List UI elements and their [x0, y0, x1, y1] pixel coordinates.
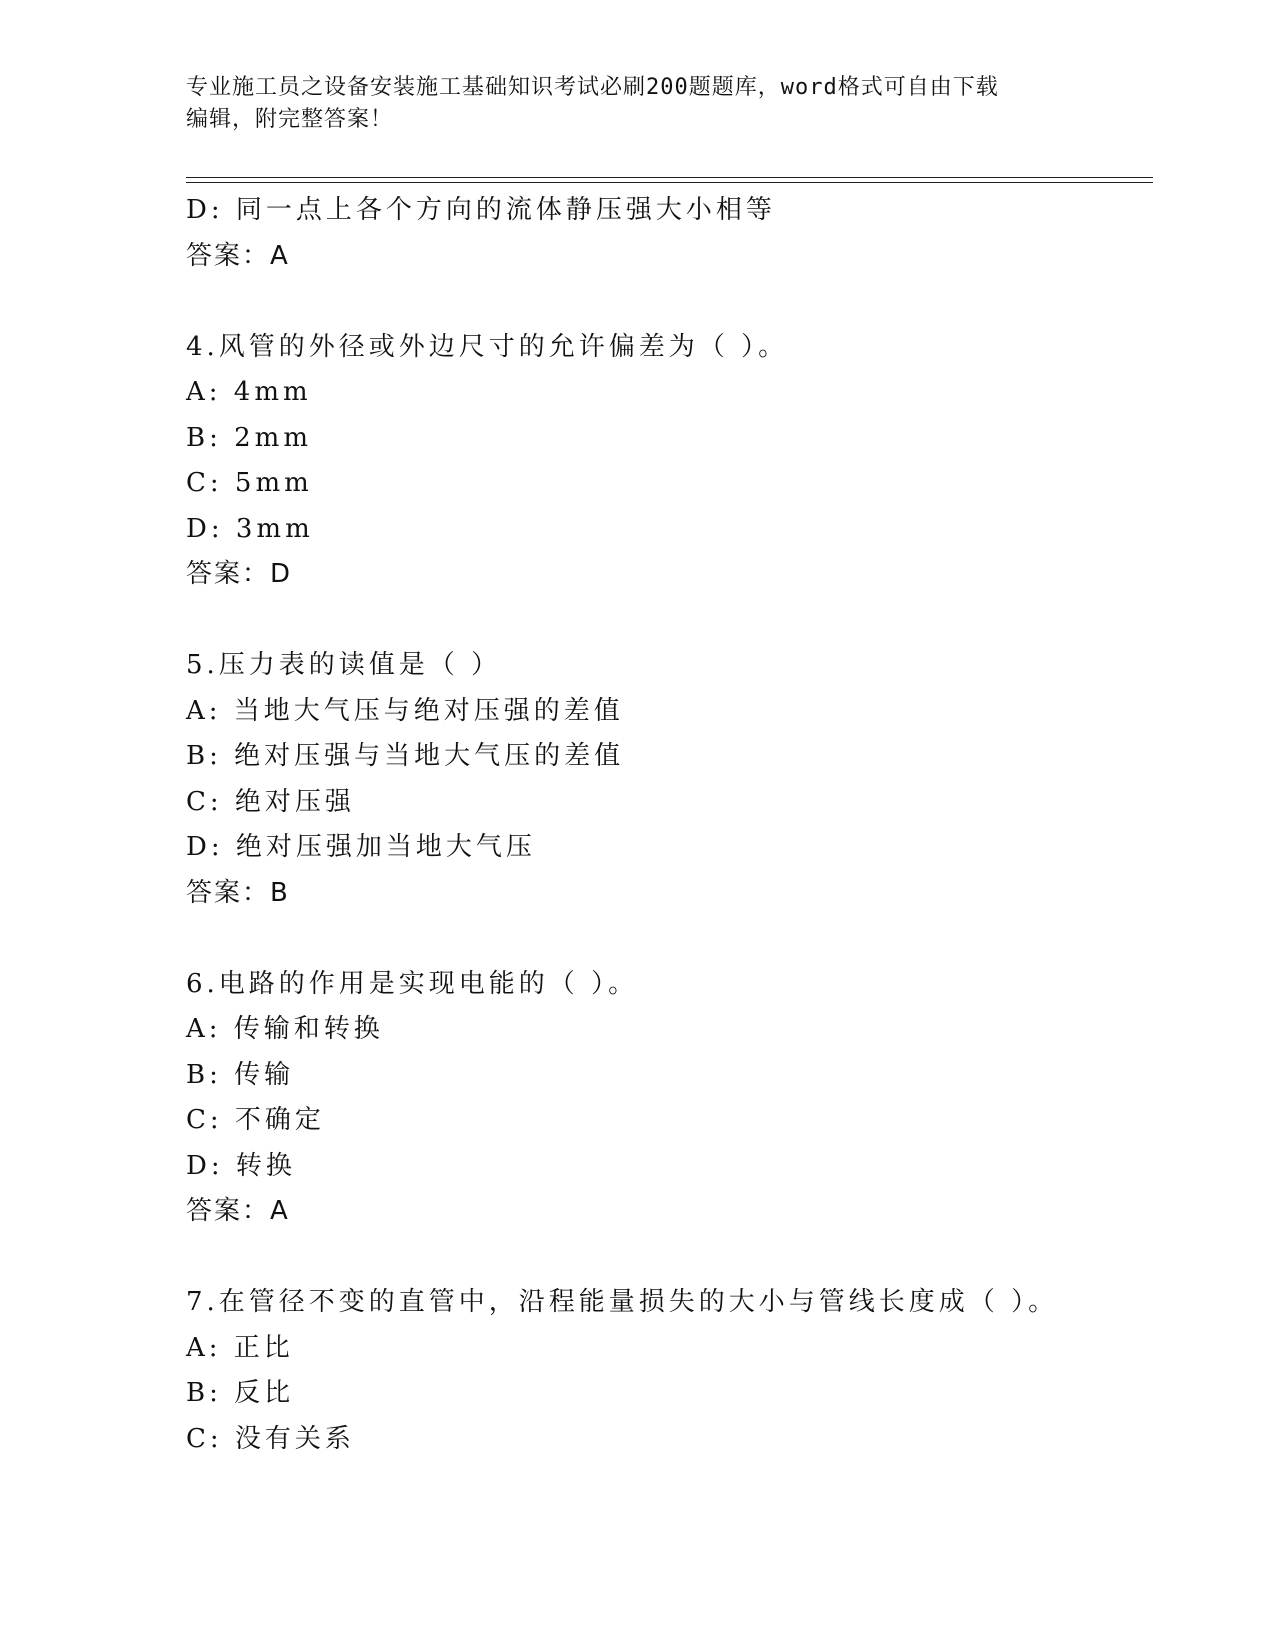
- question-stem: 6.电路的作用是实现电能的（ ）。: [186, 968, 639, 999]
- option-d: D: 转换: [186, 1150, 296, 1181]
- option-b: B: 2mm: [186, 422, 312, 453]
- option-d: D: 同一点上各个方向的流体静压强大小相等: [186, 195, 776, 225]
- option-d: D: 3mm: [186, 513, 314, 544]
- option-d: D: 绝对压强加当地大气压: [186, 832, 536, 862]
- question-5: [186, 643, 1146, 916]
- question-3-tail: [186, 188, 1146, 279]
- spacer: [186, 279, 1146, 325]
- document-header: [186, 72, 1086, 136]
- option-b: B: 反比: [186, 1378, 295, 1408]
- option-a: A: 传输和转换: [186, 1014, 384, 1044]
- option-b: B: 传输: [186, 1059, 295, 1090]
- question-6: [186, 962, 1146, 1235]
- header-divider-bottom: [186, 182, 1153, 183]
- spacer: [186, 598, 1146, 644]
- option-a: A: 当地大气压与绝对压强的差值: [186, 695, 624, 726]
- question-stem: 4.风管的外径或外边尺寸的允许偏差为（ ）。: [186, 331, 789, 362]
- answer-line: 答案：A: [186, 240, 290, 271]
- question-4: [186, 325, 1146, 598]
- question-stem: 7.在管径不变的直管中，沿程能量损失的大小与管线长度成（ ）。: [186, 1287, 1059, 1317]
- header-title-line-2: 编辑，附完整答案！: [186, 107, 394, 132]
- option-a: A: 正比: [186, 1332, 294, 1363]
- header-title-line-1: 专业施工员之设备安装施工基础知识考试必刷200题题库，word格式可自由下载: [186, 75, 999, 100]
- question-stem: 5.压力表的读值是（ ）: [186, 650, 502, 680]
- option-c: C: 没有关系: [186, 1423, 355, 1454]
- option-c: C: 5mm: [186, 468, 313, 498]
- option-c: C: 绝对压强: [186, 786, 355, 817]
- option-c: C: 不确定: [186, 1105, 325, 1135]
- answer-line: 答案：B: [186, 877, 290, 908]
- question-7: [186, 1280, 1146, 1462]
- spacer: [186, 1235, 1146, 1281]
- question-content: [186, 188, 1146, 1462]
- spacer: [186, 916, 1146, 962]
- answer-line: 答案：A: [186, 1196, 290, 1226]
- answer-line: 答案：D: [186, 559, 293, 589]
- option-a: A: 4mm: [186, 377, 312, 407]
- option-b: B: 绝对压强与当地大气压的差值: [186, 741, 625, 771]
- header-divider-top: [186, 177, 1153, 178]
